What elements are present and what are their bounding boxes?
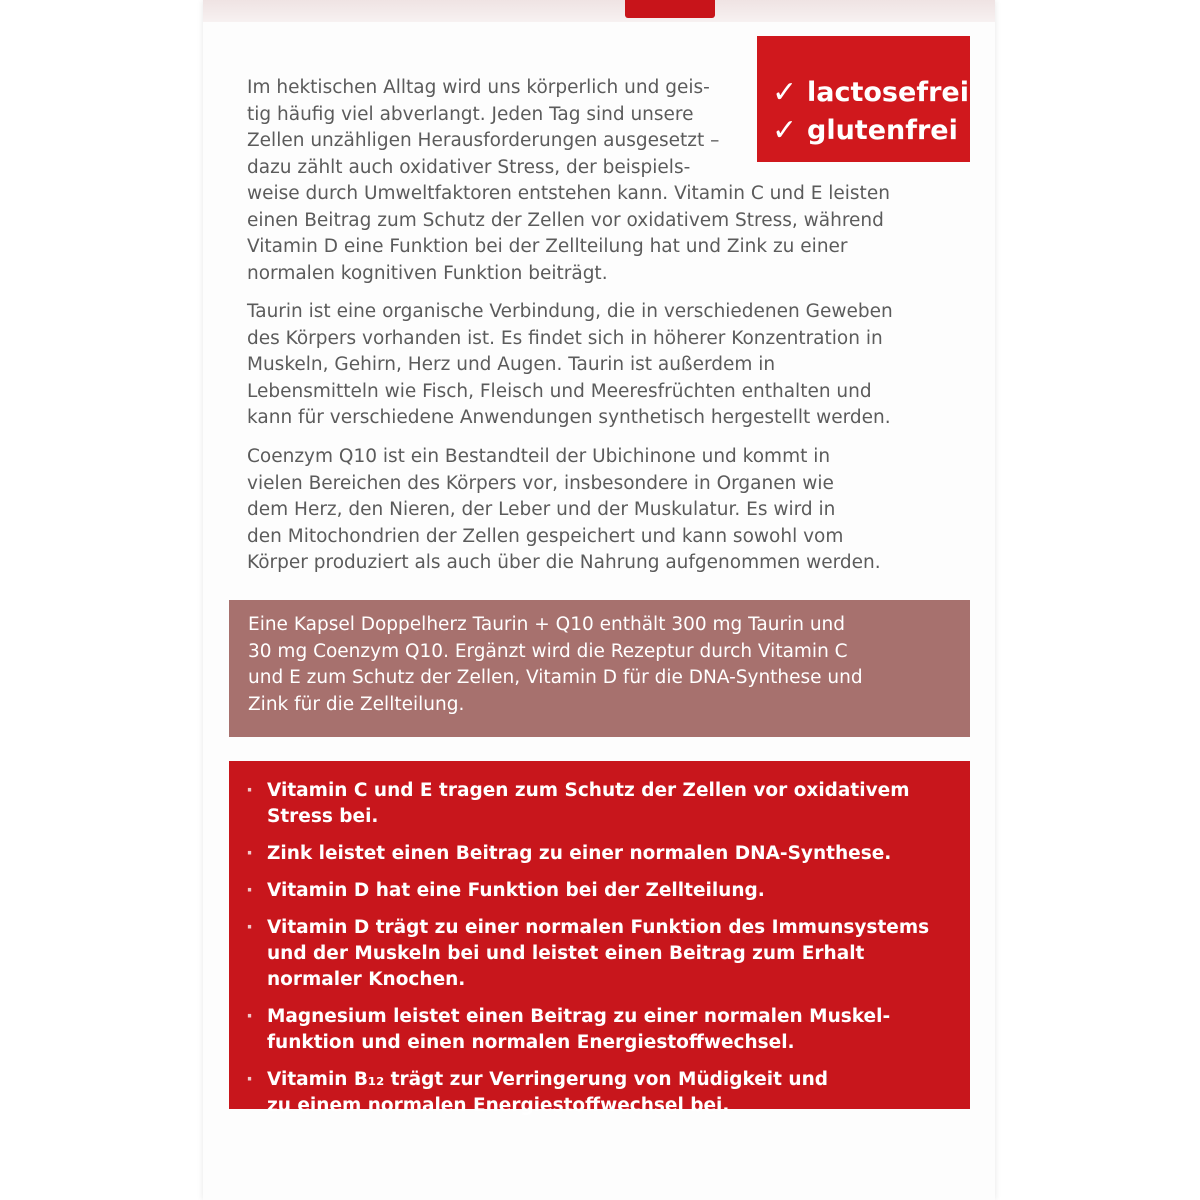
text-line: Stress bei.: [267, 806, 379, 827]
text-line: Coenzym Q10 ist ein Bestandteil der Ubichinone und kommt in: [247, 446, 831, 467]
text-line: Vitamin B₁₂ trägt zur Verringerung von Müdigkeit und: [267, 1069, 829, 1090]
text-line: des Körpers vorhanden ist. Es findet sich in höherer Konzentration in: [247, 327, 883, 349]
text-line: kann für verschiedene Anwendungen synthetisch hergestellt werden.: [247, 407, 891, 428]
checkmark-icon: ✓: [772, 74, 798, 110]
text-line: Taurin ist eine organische Verbindung, die in verschiedenen Geweben: [247, 301, 893, 322]
badge-label: lactosefrei: [807, 76, 969, 108]
bullet-icon: ·: [246, 1069, 254, 1090]
text-line: funktion und einen normalen Energiestoffwechsel.: [267, 1032, 795, 1053]
list-item: [229, 1067, 970, 1119]
text-line: und E zum Schutz der Zellen, Vitamin D für die DNA-Synthese und: [248, 667, 863, 688]
bullet-icon: ·: [246, 880, 254, 901]
text-line: vielen Bereichen des Körpers vor, insbesondere in Organen wie: [247, 472, 834, 494]
text-line: Muskeln, Gehirn, Herz und Augen. Taurin ist außerdem in: [247, 354, 776, 375]
health-claims-panel: [229, 761, 970, 1116]
text-line: Körper produziert als auch über die Nahrung aufgenommen werden.: [247, 552, 881, 573]
text-line: Zellen unzähligen Herausforderungen ausgesetzt –: [247, 130, 720, 151]
text-line: Vitamin C und E tragen zum Schutz der Zellen vor oxidativem: [267, 780, 910, 801]
badge-label: glutenfrei: [807, 114, 958, 146]
text-line: den Mitochondrien der Zellen gespeichert und kann sowohl vom: [247, 525, 844, 547]
coenzym-paragraph: [247, 444, 881, 577]
text-line: normalen kognitiven Funktion beiträgt.: [247, 262, 608, 284]
intro-paragraph: [247, 75, 890, 287]
taurin-paragraph: [247, 299, 893, 432]
text-line: Im hektischen Alltag wird uns körperlich und geis-: [247, 77, 710, 98]
text-line: und der Muskeln bei und leistet einen Beitrag zum Erhalt: [267, 943, 865, 964]
bullet-icon: ·: [246, 780, 254, 801]
package-top-edge: [203, 0, 995, 22]
text-line: Zink leistet einen Beitrag zu einer normalen DNA-Synthese.: [267, 843, 892, 864]
checkmark-icon: ✓: [772, 112, 798, 148]
text-line: dem Herz, den Nieren, der Leber und der Muskulatur. Es wird in: [247, 499, 836, 520]
list-item: [229, 1004, 970, 1056]
text-line: normaler Knochen.: [267, 969, 466, 990]
text-line: Magnesium leistet einen Beitrag zu einer normalen Muskel-: [267, 1006, 891, 1027]
text-line: einen Beitrag zum Schutz der Zellen vor oxidativem Stress, während: [247, 209, 884, 231]
text-line: Vitamin D hat eine Funktion bei der Zellteilung.: [267, 880, 765, 901]
text-line: weise durch Umweltfaktoren entstehen kann. Vitamin C und E leisten: [247, 183, 890, 204]
list-item: [229, 878, 970, 904]
text-line: Zink für die Zellteilung.: [248, 693, 465, 715]
text-line: tig häufig viel abverlangt. Jeden Tag sind unsere: [247, 103, 694, 125]
text-line: Lebensmitteln wie Fisch, Fleisch und Meeresfrüchten enthalten und: [247, 380, 872, 402]
top-edge-red-tab: [625, 0, 715, 18]
list-item: [229, 915, 970, 993]
text-line: Vitamin D eine Funktion bei der Zellteilung hat und Zink zu einer: [247, 236, 848, 257]
text-line: dazu zählt auch oxidativer Stress, der beispiels-: [247, 156, 691, 178]
bullet-icon: ·: [246, 1006, 254, 1027]
text-line: Eine Kapsel Doppelherz Taurin + Q10 enthält 300 mg Taurin und: [248, 614, 846, 635]
list-item: [229, 778, 970, 830]
bullet-icon: ·: [246, 843, 254, 864]
text-line: Vitamin D trägt zu einer normalen Funktion des Immunsystems: [267, 917, 930, 938]
text-line: zu einem normalen Energiestoffwechsel bei.: [267, 1095, 730, 1116]
text-line: 30 mg Coenzym Q10. Ergänzt wird die Rezeptur durch Vitamin C: [248, 640, 848, 662]
capsule-content-panel: [229, 600, 970, 737]
list-item: [229, 841, 970, 867]
health-claims-list: [229, 778, 970, 1119]
bullet-icon: ·: [246, 917, 254, 938]
